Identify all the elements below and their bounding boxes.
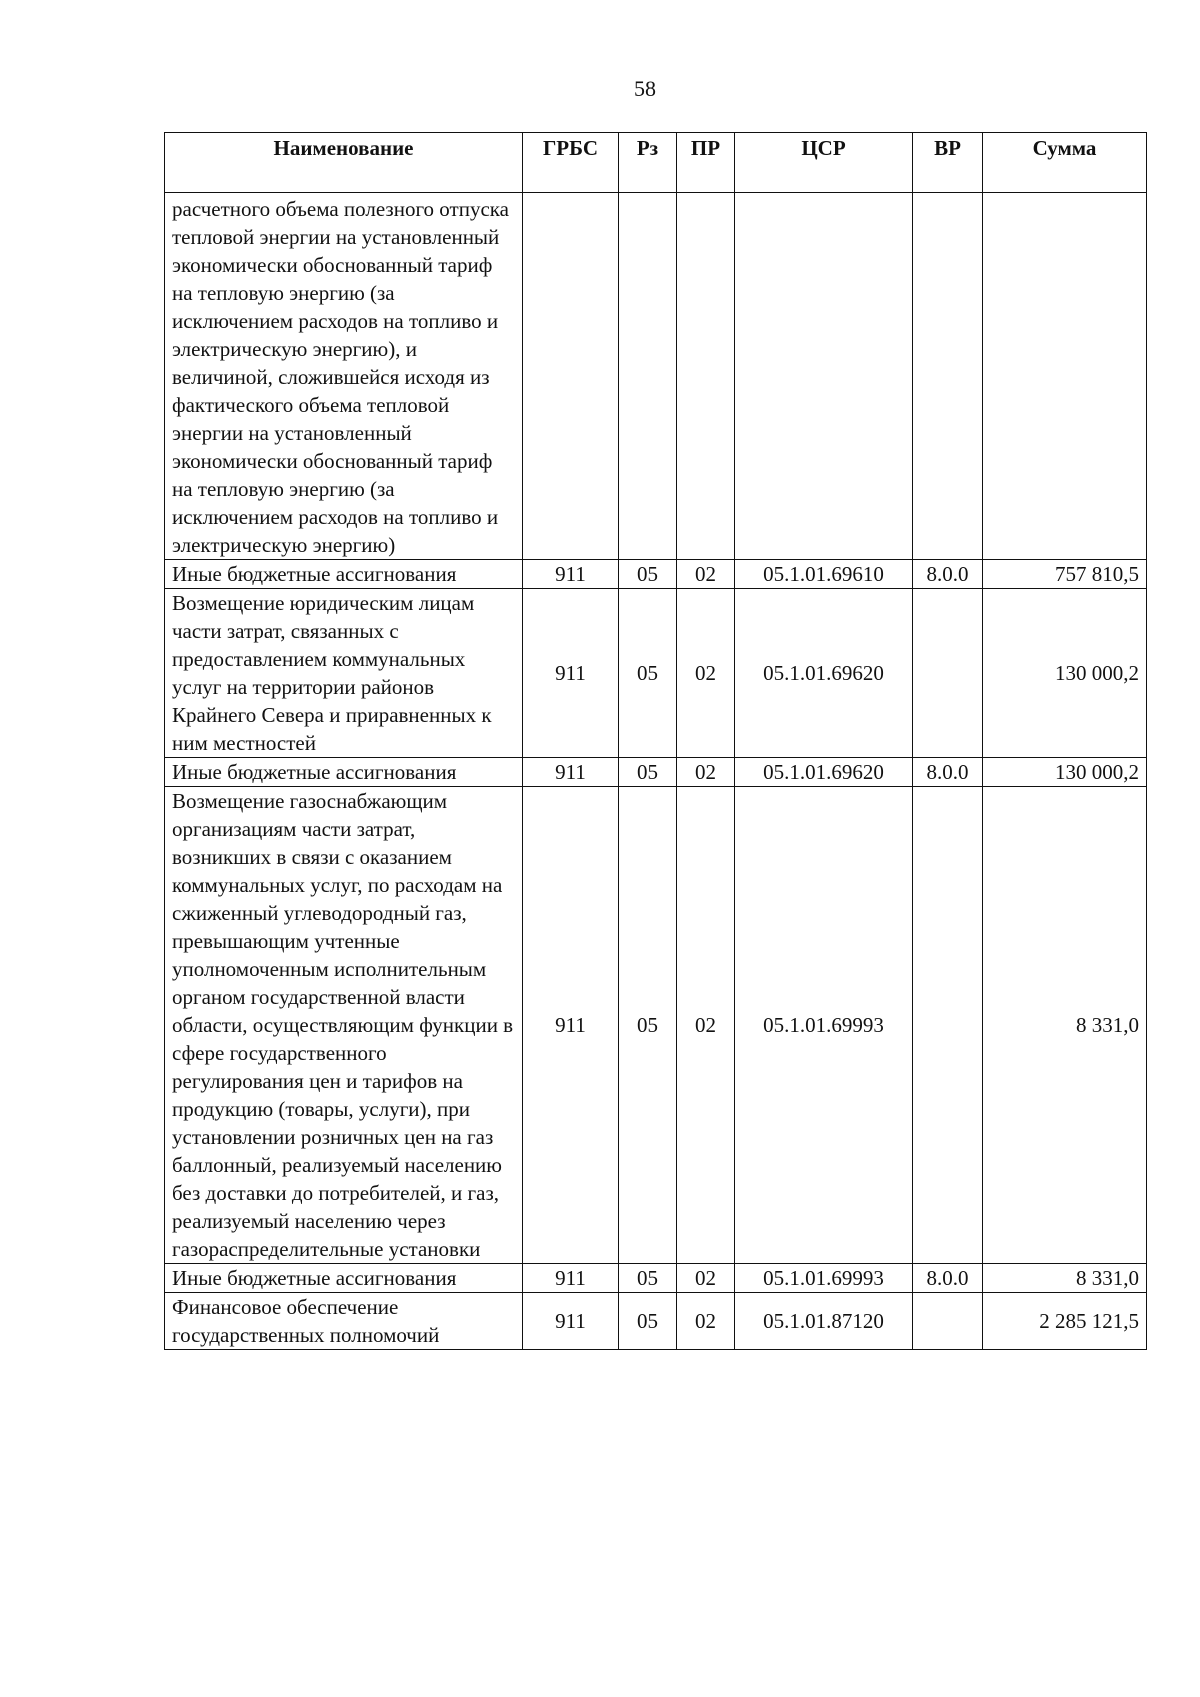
row-vr: [913, 1293, 983, 1350]
table-row: [165, 1264, 1147, 1293]
table-row: [165, 787, 1147, 1264]
row-pr: [677, 193, 735, 560]
row-grbs: 911: [523, 589, 619, 758]
row-sum: [983, 193, 1147, 560]
row-rz: 05: [619, 1264, 677, 1293]
row-pr: 02: [677, 1264, 735, 1293]
row-grbs: [523, 193, 619, 560]
header-vr: ВР: [913, 133, 983, 193]
row-grbs: 911: [523, 1293, 619, 1350]
row-rz: 05: [619, 758, 677, 787]
row-rz: 05: [619, 589, 677, 758]
table-row: [165, 560, 1147, 589]
page-number: 58: [634, 76, 656, 101]
row-vr: [913, 787, 983, 1264]
table-header: [165, 133, 1147, 193]
row-vr: 8.0.0: [913, 560, 983, 589]
row-vr: [913, 193, 983, 560]
row-name: Возмещение юридическим лицам части затрат, связанных с предоставлением коммунальных услуг на территории районов Крайнего Севера и приравненных к ним местностей: [165, 589, 523, 758]
row-name: Иные бюджетные ассигнования: [165, 758, 523, 787]
row-grbs: 911: [523, 758, 619, 787]
table-row: [165, 758, 1147, 787]
row-csr: 05.1.01.69993: [735, 787, 913, 1264]
row-vr: [913, 589, 983, 758]
row-name: Иные бюджетные ассигнования: [165, 1264, 523, 1293]
table-row: [165, 1293, 1147, 1350]
row-csr: [735, 193, 913, 560]
row-vr: 8.0.0: [913, 758, 983, 787]
row-csr: 05.1.01.69993: [735, 1264, 913, 1293]
row-csr: 05.1.01.69610: [735, 560, 913, 589]
row-grbs: 911: [523, 560, 619, 589]
row-sum: 130 000,2: [983, 589, 1147, 758]
row-pr: 02: [677, 1293, 735, 1350]
header-csr: ЦСР: [735, 133, 913, 193]
row-sum: 757 810,5: [983, 560, 1147, 589]
row-pr: 02: [677, 758, 735, 787]
row-pr: 02: [677, 589, 735, 758]
header-pr: ПР: [677, 133, 735, 193]
row-rz: 05: [619, 1293, 677, 1350]
row-sum: 8 331,0: [983, 1264, 1147, 1293]
row-vr: 8.0.0: [913, 1264, 983, 1293]
header-name: Наименование: [165, 133, 523, 193]
row-csr: 05.1.01.69620: [735, 758, 913, 787]
row-name: Финансовое обеспечение государственных полномочий: [165, 1293, 523, 1350]
budget-table: [164, 132, 1147, 1350]
row-name: Иные бюджетные ассигнования: [165, 560, 523, 589]
row-sum: 130 000,2: [983, 758, 1147, 787]
table-row: [165, 589, 1147, 758]
row-rz: 05: [619, 560, 677, 589]
row-name: Возмещение газоснабжающим организациям части затрат, возникших в связи с оказанием коммунальных услуг, по расходам на сжиженный углеводородный газ, превышающим учтенные уполномоченным исполнительным органом государственной власти области, осуществляющим функции в сфере государственного регулирования цен и тарифов на продукцию (товары, услуги), при установлении розничных цен на газ баллонный, реализуемый населению без доставки до потребителей, и газ, реализуемый населению через газораспределительные установки: [165, 787, 523, 1264]
row-grbs: 911: [523, 787, 619, 1264]
row-csr: 05.1.01.87120: [735, 1293, 913, 1350]
row-sum: 8 331,0: [983, 787, 1147, 1264]
row-rz: [619, 193, 677, 560]
row-grbs: 911: [523, 1264, 619, 1293]
row-csr: 05.1.01.69620: [735, 589, 913, 758]
header-rz: Рз: [619, 133, 677, 193]
row-pr: 02: [677, 787, 735, 1264]
header-sum: Сумма: [983, 133, 1147, 193]
row-name: расчетного объема полезного отпуска тепловой энергии на установленный экономически обоснованный тариф на тепловую энергию (за исключением расходов на топливо и электрическую энергию), и величиной, сложившейся исходя из фактического объема тепловой энергии на установленный экономически обоснованный тариф на тепловую энергию (за исключением расходов на топливо и электрическую энергию): [165, 193, 523, 560]
row-pr: 02: [677, 560, 735, 589]
row-sum: 2 285 121,5: [983, 1293, 1147, 1350]
table-row: [165, 193, 1147, 560]
header-grbs: ГРБС: [523, 133, 619, 193]
row-rz: 05: [619, 787, 677, 1264]
